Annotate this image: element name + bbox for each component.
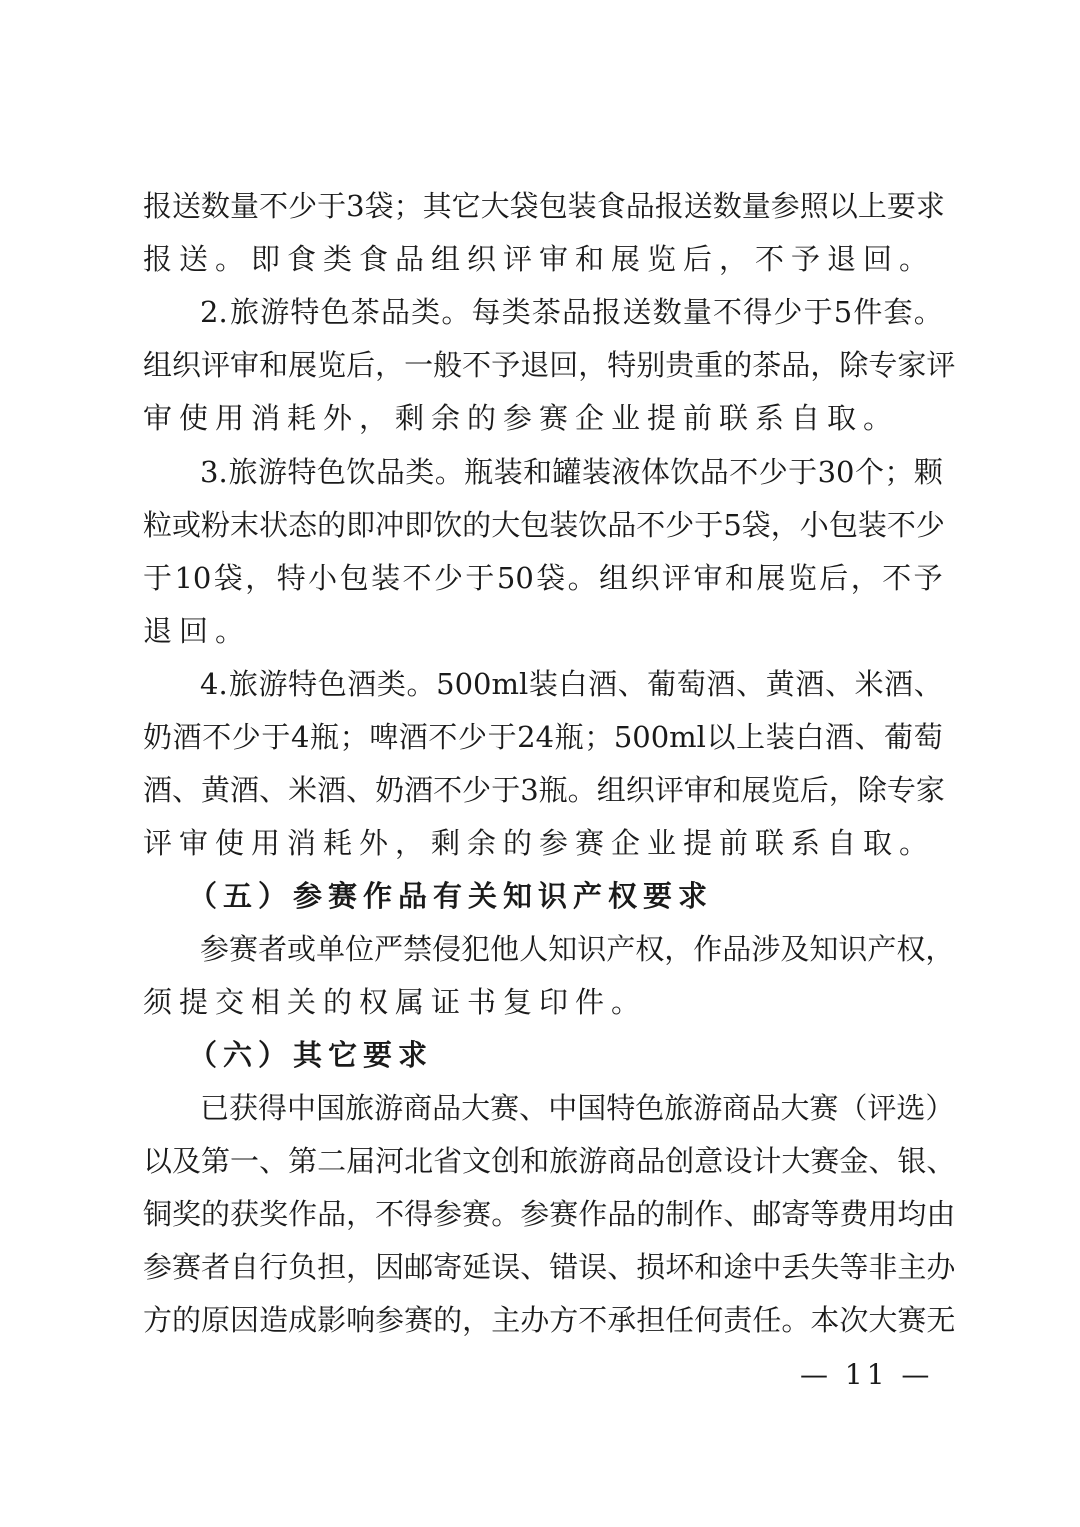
body-line: 奶 酒 不 少 于 4 瓶 ； 啤 酒 不 少 于 24 瓶 ； 500ml 以 上 装 白 酒 、 葡 萄 <box>143 720 943 754</box>
body-line: 以 及 第 一 、 第 二 届 河 北 省 文 创 和 旅 游 商 品 创 意 设 计 大 赛 金 、 银 、 <box>143 1144 956 1178</box>
body-line: 酒 、 黄 酒 、 米 酒 、 奶 酒 不 少 于 3 瓶 。 组 织 评 审 和 展 览 后 ， 除 专 家 <box>143 773 945 807</box>
body-line: 退回。 <box>143 614 252 648</box>
body-line: 铜 奖 的 获 奖 作 品 ， 不 得 参 赛 。 参 赛 作 品 的 制 作 、 邮 寄 等 费 用 均 由 <box>143 1197 956 1231</box>
body-line: 组 织 评 审 和 展 览 后 ， 一 般 不 予 退 回 ， 特 别 贵 重 的 茶 品 ， 除 专 家 评 <box>143 348 956 382</box>
body-line: 参 赛 者 自 行 负 担 ， 因 邮 寄 延 误 、 错 误 、 损 坏 和 途 中 丢 失 等 非 主 办 <box>143 1250 956 1284</box>
page-number: — 11 — <box>800 1358 934 1391</box>
body-line: 2. 旅 游 特 色 茶 品 类 。 每 类 茶 品 报 送 数 量 不 得 少 于 5 件 套 。 <box>200 295 943 329</box>
body-line: 须提交相关的权属证书复印件。 <box>143 985 648 1019</box>
body-line: 3. 旅 游 特 色 饮 品 类 。 瓶 装 和 罐 装 液 体 饮 品 不 少 于 30 个 ； 颗 <box>200 455 943 489</box>
section-heading: （六）其它要求 <box>188 1038 434 1072</box>
body-line: 报送。即食类食品组织评审和展览后，不予退回。 <box>143 242 936 276</box>
body-line: 报 送 数 量 不 少 于 3 袋 ； 其 它 大 袋 包 装 食 品 报 送 数 量 参 照 以 上 要 求 <box>143 189 945 223</box>
body-line: 已 获 得 中 国 旅 游 商 品 大 赛 、 中 国 特 色 旅 游 商 品 大 赛 （ 评 选 ） <box>200 1091 955 1125</box>
body-line: 参 赛 者 或 单 位 严 禁 侵 犯 他 人 知 识 产 权 ， 作 品 涉 及 知 识 产 权 ， <box>200 932 955 966</box>
body-line: 审使用消耗外，剩余的参赛企业提前联系自取。 <box>143 401 900 435</box>
body-line: 评审使用消耗外，剩余的参赛企业提前联系自取。 <box>143 826 936 860</box>
body-line: 于 10 袋 ， 特 小 包 装 不 少 于 50 袋 。 组 织 评 审 和 展 览 后 ， 不 予 <box>143 561 943 595</box>
body-line: 方 的 原 因 造 成 影 响 参 赛 的 ， 主 办 方 不 承 担 任 何 责 任 。 本 次 大 赛 无 <box>143 1303 956 1337</box>
body-line: 4. 旅 游 特 色 酒 类 。 500ml 装 白 酒 、 葡 萄 酒 、 黄 酒 、 米 酒 、 <box>200 667 943 701</box>
body-line: 粒 或 粉 末 状 态 的 即 冲 即 饮 的 大 包 装 饮 品 不 少 于 5 袋 ， 小 包 装 不 少 <box>143 508 945 542</box>
section-heading: （五）参赛作品有关知识产权要求 <box>188 879 714 913</box>
